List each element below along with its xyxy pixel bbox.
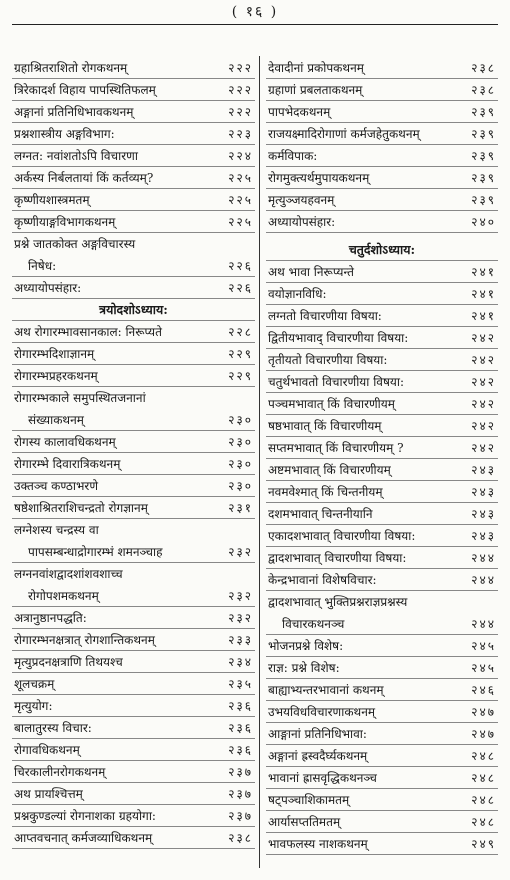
toc-entry xyxy=(266,327,498,349)
toc-entry-title: संख्याकथनम् xyxy=(28,413,84,427)
toc-entry-page: २३४ xyxy=(228,655,253,669)
toc-entry-page: २४३ xyxy=(471,507,496,521)
toc-entry-page: २४३ xyxy=(471,485,496,499)
toc-entry-title: षष्ठेशाश्रितराशिचन्द्रतो रोगज्ञानम् xyxy=(14,501,148,515)
toc-entry xyxy=(266,635,498,657)
toc-entry xyxy=(12,585,255,607)
toc-entry-page: २३८ xyxy=(471,83,496,97)
toc-entry xyxy=(266,701,498,723)
toc-entry-title: रोगारम्भनक्षत्रात् रोगशान्तिकथनम् xyxy=(14,633,155,647)
toc-entry-title: मृत्युप्रदनक्षत्राणि तिथयश्च xyxy=(14,655,123,669)
toc-entry xyxy=(12,673,255,695)
toc-entry-title: बाह्याभ्यन्तरभावानां कथनम् xyxy=(268,683,384,697)
toc-entry xyxy=(266,679,498,701)
toc-entry xyxy=(266,525,498,547)
toc-entry-title: वयोज्ञानविधि: xyxy=(268,287,327,301)
toc-entry-title: भावानां ह्रासवृद्धिकथनञ्च xyxy=(268,771,377,785)
toc-entry-title: रोगमुक्त्यर्थमुपायकथनम् xyxy=(268,171,370,185)
toc-entry-page: २४२ xyxy=(471,419,496,433)
toc-entry-title: षष्ठभावात् किं विचारणीयम् xyxy=(268,419,382,433)
toc-entry xyxy=(12,321,255,343)
toc-entry-page: २४७ xyxy=(471,705,496,719)
toc-entry-title: राजयक्ष्मादिरोगाणां कर्मजहेतुकथनम् xyxy=(268,127,420,141)
toc-entry-page: २४८ xyxy=(471,815,496,829)
toc-entry-page: २४३ xyxy=(471,463,496,477)
toc-entry-page: २२५ xyxy=(228,193,253,207)
toc-entry xyxy=(12,189,255,211)
toc-entry-title: तृतीयतो विचारणीया विषया: xyxy=(268,353,388,367)
toc-entry-title: रोगस्य कालावधिकथनम् xyxy=(14,435,116,449)
toc-entry xyxy=(266,745,498,767)
toc-entry-title: लग्नतो विचारणीया विषया: xyxy=(268,309,382,323)
toc-entry-page: २४९ xyxy=(471,837,496,851)
toc-entry-page: २३७ xyxy=(228,787,253,801)
toc-entry-title: लग्ननवांशद्वादशांशवशाच्च xyxy=(14,567,123,581)
toc-entry-page: २२५ xyxy=(228,215,253,229)
toc-entry-page: २४२ xyxy=(471,331,496,345)
toc-entry-title: आर्यासप्ततिमतम् xyxy=(268,815,341,829)
toc-entry-title: रोगारम्भकाले समुपस्थितजनानां xyxy=(14,391,146,405)
toc-entry-title: मृत्युञ्जयहवनम् xyxy=(268,193,335,207)
toc-entry-page: २४३ xyxy=(471,529,496,543)
toc-entry-title: रोगारम्भदिशाज्ञानम् xyxy=(14,347,95,361)
toc-entry-title: केन्द्रभावानां विशेषविचार: xyxy=(268,573,377,587)
toc-entry xyxy=(12,277,255,299)
toc-entry-title: पापसम्बन्धाद्रोगारम्भं शमनञ्चाह xyxy=(28,545,163,559)
toc-entry-title: चतुर्थभावतो विचारणीया विषया: xyxy=(268,375,405,389)
toc-entry xyxy=(12,497,255,519)
toc-entry-page: २३९ xyxy=(471,149,496,163)
toc-entry xyxy=(12,453,255,475)
toc-entry-page: २२२ xyxy=(228,61,253,75)
toc-entry-title: विचारकथनञ्च xyxy=(282,617,345,631)
toc-entry-page: २३१ xyxy=(228,501,253,515)
toc-entry-page: २४४ xyxy=(471,551,496,565)
toc-entry-title: अष्टमभावात् किं विचारणीयम् xyxy=(268,463,391,477)
toc-entry-page: २३७ xyxy=(228,765,253,779)
toc-entry-title: पञ्चमभावात् किं विचारणीयम् xyxy=(268,397,395,411)
toc-entry-page: २२६ xyxy=(228,281,253,295)
toc-entry xyxy=(266,569,498,591)
toc-entry xyxy=(12,629,255,651)
toc-entry-title: षट्पञ्चाशिकामतम् xyxy=(268,793,350,807)
toc-entry xyxy=(12,541,255,563)
toc-entry-page: २३७ xyxy=(228,809,253,823)
toc-entry xyxy=(266,101,498,123)
toc-entry-page: २४२ xyxy=(471,353,496,367)
toc-entry-page: २४२ xyxy=(471,375,496,389)
toc-entry-title: कृष्णीयाङ्गविभागकथनम् xyxy=(14,215,116,229)
toc-right-column xyxy=(266,57,498,855)
column-divider xyxy=(259,56,260,868)
toc-entry xyxy=(12,739,255,761)
toc-entry xyxy=(266,481,498,503)
toc-entry-title: ग्रहाणां प्रबलताकथनम् xyxy=(268,83,363,97)
toc-entry xyxy=(12,387,255,409)
toc-entry-page: २२६ xyxy=(228,259,253,273)
toc-entry-page: २२९ xyxy=(228,369,253,383)
page-number: ( १६ ) xyxy=(231,4,279,20)
toc-entry xyxy=(266,211,498,233)
toc-entry-page: २२३ xyxy=(228,127,253,141)
toc-entry-title: भावफलस्य नाशकथनम् xyxy=(268,837,368,851)
toc-entry xyxy=(12,783,255,805)
toc-entry xyxy=(12,563,255,585)
toc-entry xyxy=(12,695,255,717)
toc-entry-page: २४२ xyxy=(471,397,496,411)
toc-entry xyxy=(266,283,498,305)
toc-entry-page: २४७ xyxy=(471,727,496,741)
header-rule xyxy=(12,24,498,25)
toc-entry xyxy=(266,613,498,635)
toc-entry-page: २३५ xyxy=(228,677,253,691)
toc-entry-title: सप्तमभावात् किं विचारणीयम् ? xyxy=(268,441,404,455)
toc-entry-title: द्वादशभावात् भुक्तिप्रश्नराज्ञप्रश्नस्य xyxy=(268,595,408,609)
toc-entry-title: अध्यायोपसंहार: xyxy=(268,215,336,229)
toc-entry-title: निषेध: xyxy=(28,259,57,273)
toc-entry-page: २३० xyxy=(228,435,253,449)
toc-entry xyxy=(266,789,498,811)
toc-entry xyxy=(266,503,498,525)
toc-entry-title: एकादशभावात् विचारणीया विषया: xyxy=(268,529,416,543)
toc-entry xyxy=(12,365,255,387)
toc-entry-title: चिरकालीनरोगकथनम् xyxy=(14,765,106,779)
toc-entry xyxy=(12,343,255,365)
toc-entry-page: २२८ xyxy=(228,325,253,339)
toc-entry xyxy=(266,591,498,613)
toc-entry-page: २४८ xyxy=(471,793,496,807)
toc-entry-title: आप्तवचनात् कर्मजव्याधिकथनम् xyxy=(14,831,153,845)
toc-entry-page: २३९ xyxy=(471,105,496,119)
toc-entry-title: प्रश्ने जातकोक्त अङ्गविचारस्य xyxy=(14,237,136,251)
toc-entry-page: २४१ xyxy=(471,309,496,323)
toc-entry-page: २३९ xyxy=(471,171,496,185)
toc-entry-title: उभयविधविचारणाकथनम् xyxy=(268,705,376,719)
toc-entry-page: २४२ xyxy=(471,441,496,455)
toc-entry-page: २३० xyxy=(228,479,253,493)
toc-entry xyxy=(12,167,255,189)
toc-entry xyxy=(12,57,255,79)
toc-entry-title: अध्यायोपसंहार: xyxy=(14,281,82,295)
chapter-heading: त्रयोदशोऽध्याय: xyxy=(12,299,255,321)
toc-entry xyxy=(266,371,498,393)
toc-entry-title: त्रिरेकादर्श विहाय पापस्थितिफलम् xyxy=(14,83,156,97)
toc-entry-page: २२२ xyxy=(228,83,253,97)
toc-entry-title: कर्मविपाक: xyxy=(268,149,318,163)
toc-entry-title: प्रश्नशास्त्रीय अङ्गविभाग: xyxy=(14,127,115,141)
toc-entry xyxy=(266,57,498,79)
toc-entry-page: २३९ xyxy=(471,193,496,207)
toc-entry xyxy=(12,211,255,233)
toc-entry-page: २३२ xyxy=(228,545,253,559)
toc-entry-title: द्वादशभावात् विचारणीया विषया: xyxy=(268,551,407,565)
toc-entry xyxy=(12,145,255,167)
toc-entry-title: प्रश्नकुण्डल्यां रोगनाशका ग्रहयोगा: xyxy=(14,809,156,823)
toc-entry xyxy=(266,305,498,327)
toc-entry-title: रोगोपशमकथनम् xyxy=(28,589,99,603)
toc-entry xyxy=(266,547,498,569)
toc-entry-title: शूलचक्रम् xyxy=(14,677,55,691)
toc-entry xyxy=(12,79,255,101)
toc-entry xyxy=(12,607,255,629)
toc-entry-title: रोगावधिकथनम् xyxy=(14,743,80,757)
toc-entry xyxy=(12,827,255,849)
toc-entry-page: २२५ xyxy=(228,171,253,185)
toc-entry-title: कृष्णीयशास्त्रमतम् xyxy=(14,193,90,207)
toc-entry xyxy=(12,519,255,541)
toc-entry-page: २३६ xyxy=(228,699,253,713)
toc-entry-title: दशमभावात् चिन्तनीयानि xyxy=(268,507,373,521)
toc-entry-page: २२४ xyxy=(228,149,253,163)
toc-entry-title: अथ प्रायश्चित्तम् xyxy=(14,787,83,801)
toc-entry-page: २३० xyxy=(228,457,253,471)
toc-entry xyxy=(266,167,498,189)
toc-entry-page: २४५ xyxy=(471,639,496,653)
toc-entry xyxy=(12,255,255,277)
toc-entry-title: अङ्गानां ह्रस्वदैर्घ्यकथनम् xyxy=(268,749,368,763)
toc-entry-title: ग्रहाश्रितराशितो रोगकथनम् xyxy=(14,61,128,75)
toc-entry-title: रोगारम्भे दिवारात्रिकथनम् xyxy=(14,457,121,471)
toc-entry-page: २४४ xyxy=(471,617,496,631)
toc-entry xyxy=(266,833,498,855)
toc-entry-title: बालातुरस्य विचार: xyxy=(14,721,92,735)
toc-entry xyxy=(12,431,255,453)
toc-entry xyxy=(266,349,498,371)
toc-entry xyxy=(266,79,498,101)
toc-entry xyxy=(12,717,255,739)
toc-entry xyxy=(12,123,255,145)
toc-entry-page: २३३ xyxy=(228,633,253,647)
toc-entry-page: २४५ xyxy=(471,661,496,675)
toc-entry xyxy=(12,409,255,431)
toc-entry xyxy=(266,393,498,415)
toc-entry-title: लग्नेशस्य चन्द्रस्य वा xyxy=(14,523,99,537)
toc-entry xyxy=(266,437,498,459)
toc-entry xyxy=(12,805,255,827)
toc-entry-title: अथ भावा निरूप्यन्ते xyxy=(268,265,354,279)
toc-entry-page: २४४ xyxy=(471,573,496,587)
toc-entry-title: द्वितीयभावाद् विचारणीया विषया: xyxy=(268,331,409,345)
toc-entry-page: २३० xyxy=(228,413,253,427)
toc-entry-title: अथ रोगारम्भावसानकाल: निरूप्यते xyxy=(14,325,162,339)
chapter-heading: चतुर्दशोऽध्याय: xyxy=(266,239,498,261)
toc-entry-page: २२९ xyxy=(228,347,253,361)
toc-entry-page: २४६ xyxy=(471,683,496,697)
toc-entry-page: २३६ xyxy=(228,721,253,735)
toc-entry-page: २४१ xyxy=(471,265,496,279)
toc-entry-title: लग्नत: नवांशतोऽपि विचारणा xyxy=(14,149,138,163)
toc-entry xyxy=(266,767,498,789)
toc-entry xyxy=(12,233,255,255)
toc-entry-title: अङ्गानां प्रतिनिधिभावकथनम् xyxy=(14,105,134,119)
toc-entry-title: मृत्युयोग: xyxy=(14,699,53,713)
toc-entry-page: २३२ xyxy=(228,611,253,625)
toc-entry-title: रोगारम्भप्रहरकथनम् xyxy=(14,369,98,383)
toc-entry-title: नवमवेश्मात् किं चिन्तनीयम् xyxy=(268,485,383,499)
toc-entry-page: २४८ xyxy=(471,771,496,785)
toc-entry xyxy=(266,811,498,833)
toc-entry-page: २४८ xyxy=(471,749,496,763)
toc-left-column xyxy=(12,57,255,849)
toc-entry-page: २३२ xyxy=(228,589,253,603)
toc-entry xyxy=(266,189,498,211)
toc-entry-page: २३९ xyxy=(471,127,496,141)
toc-entry xyxy=(266,723,498,745)
toc-entry-title: भोजनप्रश्ने विशेष: xyxy=(268,639,344,653)
toc-entry xyxy=(12,475,255,497)
toc-entry-title: राज्ञ: प्रश्ने विशेष: xyxy=(268,661,340,675)
toc-entry xyxy=(266,261,498,283)
toc-entry-title: अर्कस्य निर्बलतायां किं कर्तव्यम्? xyxy=(14,171,154,185)
toc-entry-page: २३६ xyxy=(228,743,253,757)
toc-entry xyxy=(266,145,498,167)
toc-entry xyxy=(266,123,498,145)
toc-entry-page: २३८ xyxy=(228,831,253,845)
toc-entry-title: देवादीनां प्रकोपकथनम् xyxy=(268,61,364,75)
toc-entry xyxy=(12,101,255,123)
toc-entry xyxy=(266,459,498,481)
toc-entry-page: २४० xyxy=(471,215,496,229)
toc-entry-title: अत्रानुष्ठानपद्धति: xyxy=(14,611,87,625)
toc-entry xyxy=(266,415,498,437)
toc-entry-title: पापभेदकथनम् xyxy=(268,105,331,119)
toc-entry-title: उक्तञ्च कण्ठाभरणे xyxy=(14,479,99,493)
toc-entry xyxy=(12,761,255,783)
toc-entry-page: २३८ xyxy=(471,61,496,75)
toc-entry-title: आङ्गानां प्रतिनिधिभावा: xyxy=(268,727,367,741)
toc-entry xyxy=(266,657,498,679)
toc-entry-page: २४१ xyxy=(471,287,496,301)
toc-entry xyxy=(12,651,255,673)
toc-entry-page: २२२ xyxy=(228,105,253,119)
